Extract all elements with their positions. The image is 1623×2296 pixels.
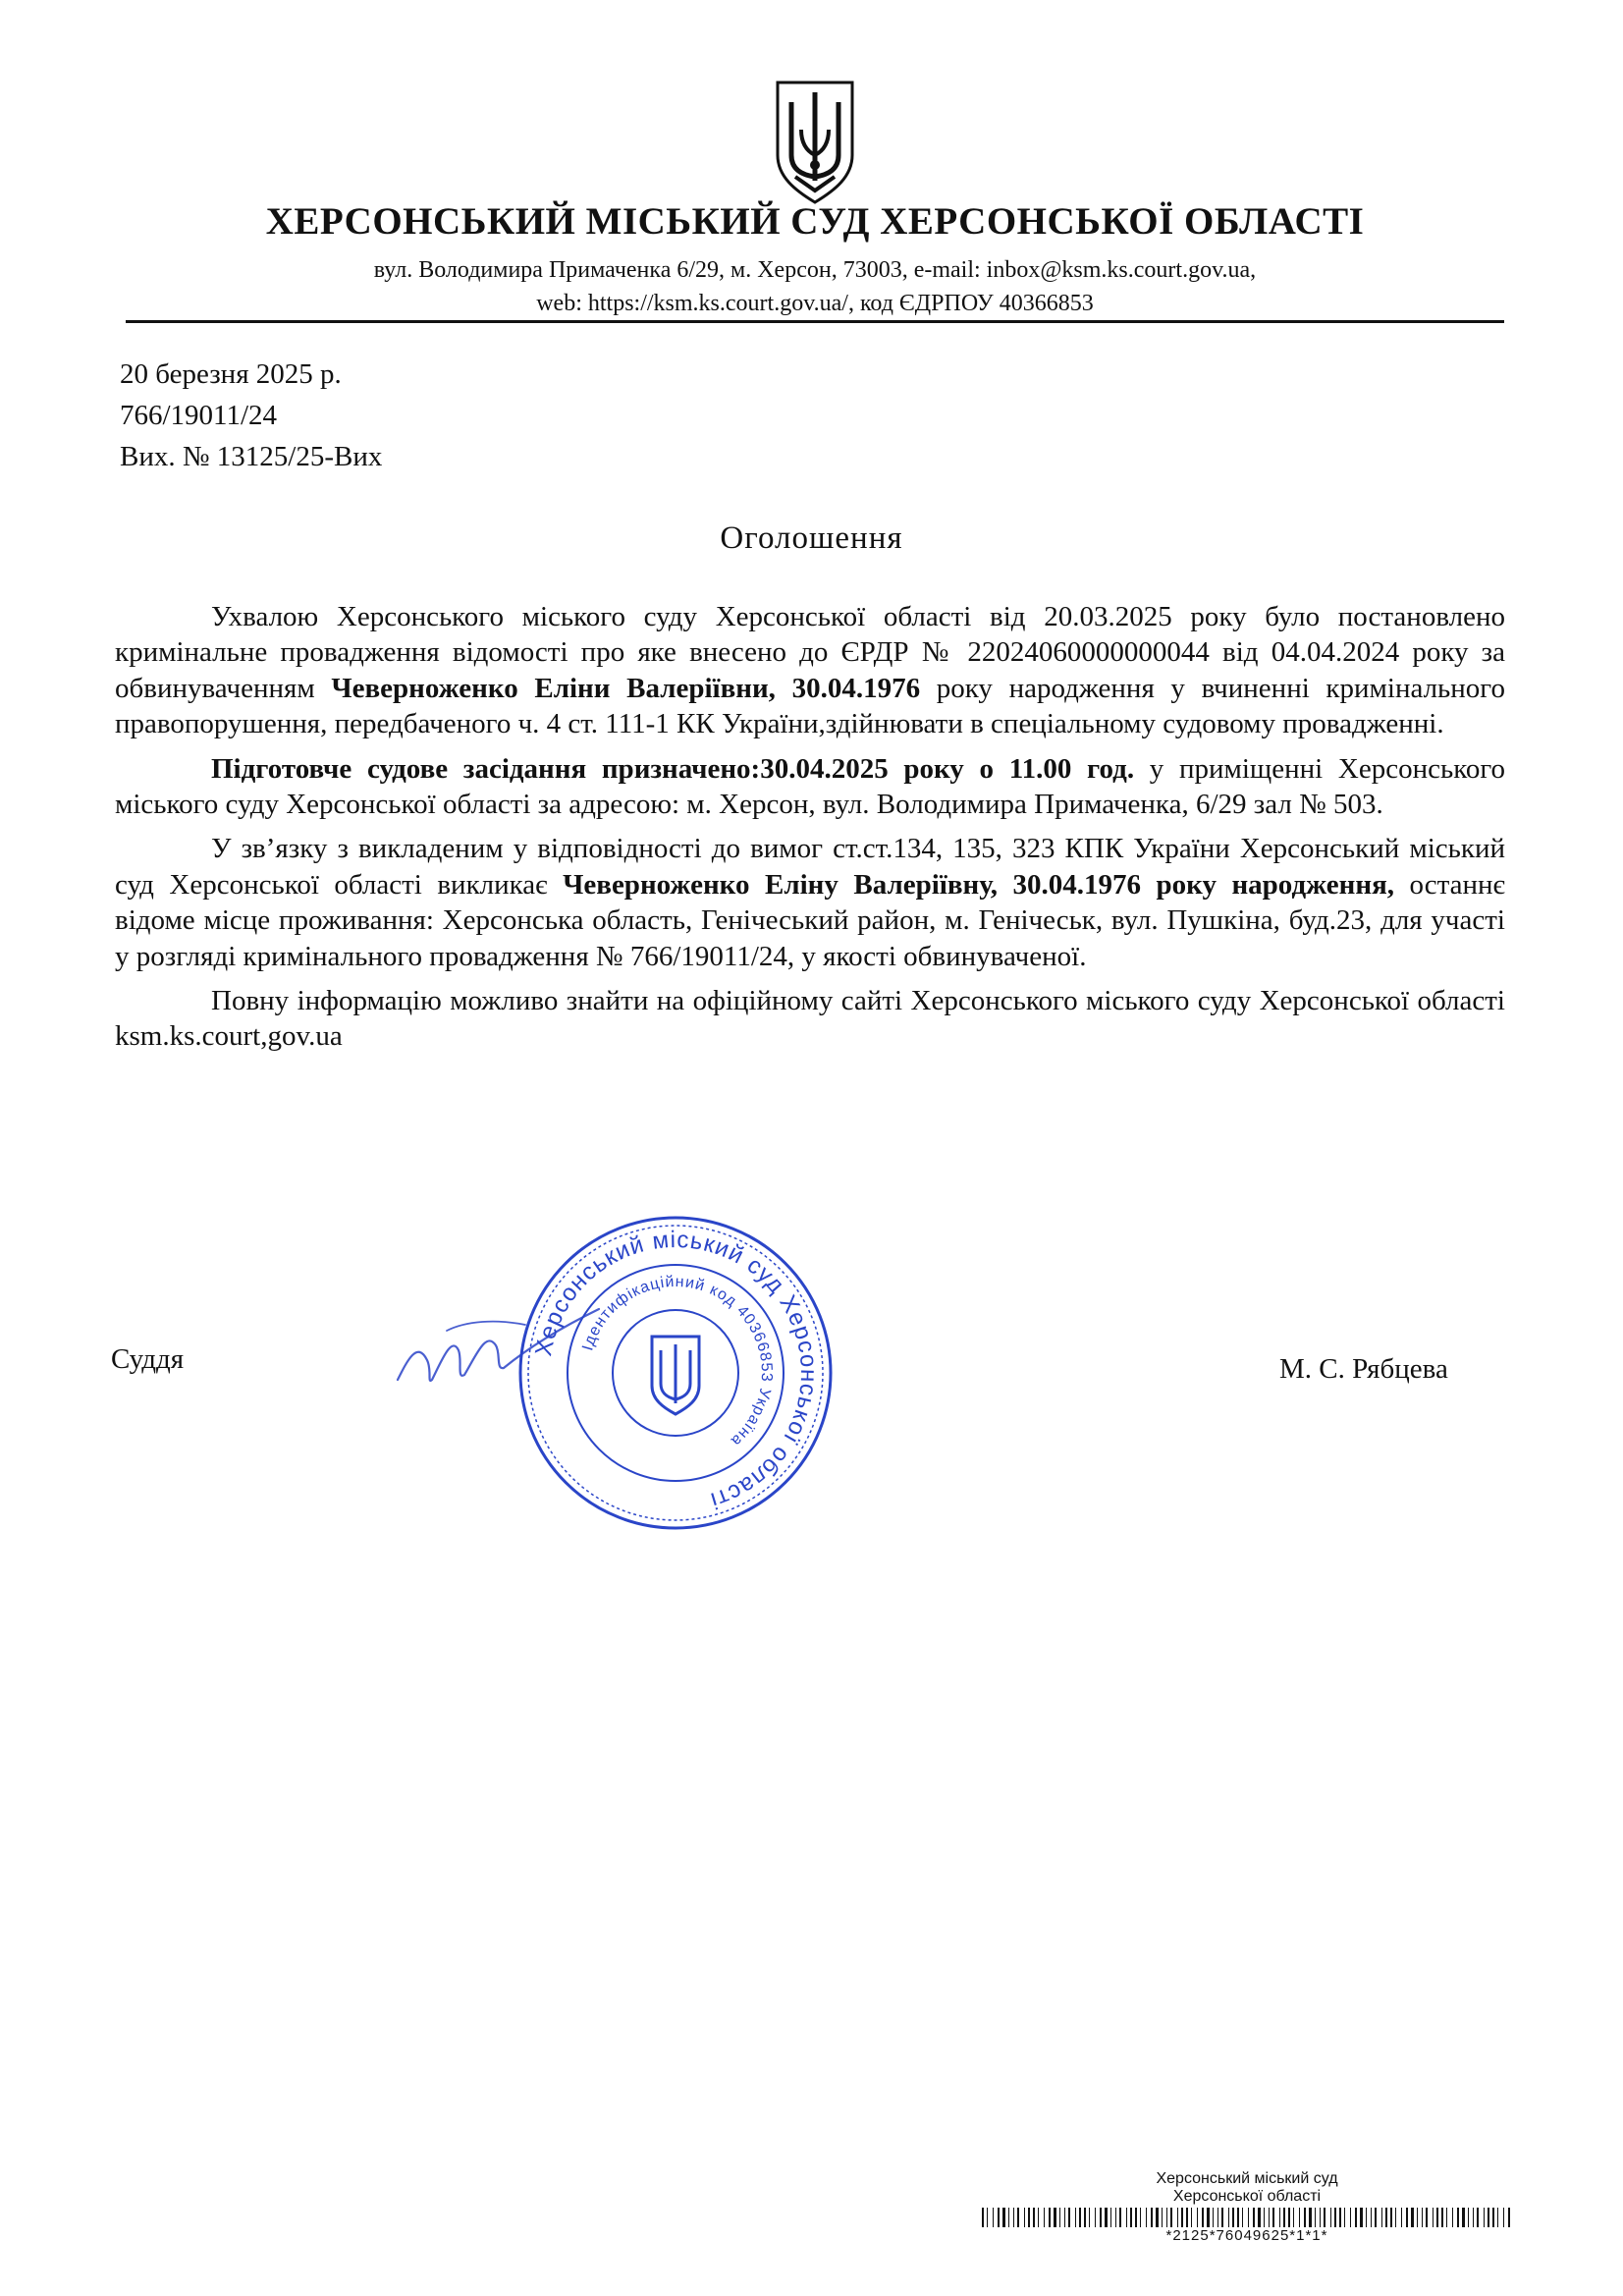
barcode-bar <box>1462 2208 1465 2227</box>
barcode-bar <box>1417 2208 1418 2227</box>
barcode-bar <box>1264 2208 1265 2227</box>
barcode-bar <box>1068 2208 1070 2227</box>
barcode-bar <box>1279 2208 1280 2227</box>
barcode-bar <box>1075 2208 1076 2227</box>
barcode-bar <box>1017 2208 1019 2227</box>
seal-trident-icon <box>652 1337 699 1414</box>
barcode-bar <box>1028 2208 1030 2227</box>
barcode-bar <box>1334 2208 1336 2227</box>
judge-role: Суддя <box>111 1343 185 1375</box>
barcode-bar <box>1146 2208 1147 2227</box>
barcode-bar <box>1309 2208 1312 2227</box>
barcode-bar <box>1366 2208 1367 2227</box>
barcode-bar <box>1064 2208 1065 2227</box>
barcode-bar <box>1283 2208 1285 2227</box>
paragraph-info: Повну інформацію можливо знайти на офіційному сайті Херсонського міського суду Херсонської області ksm.ks.court,gov.ua <box>115 985 1505 1053</box>
barcode-bar <box>1452 2208 1453 2227</box>
barcode-bar <box>1497 2208 1498 2227</box>
barcode-bar <box>1339 2208 1341 2227</box>
barcode-bar <box>1181 2208 1183 2227</box>
barcode-bar <box>1269 2208 1270 2227</box>
seal-outer-text: Херсонський міський суд Херсонської області <box>530 1226 823 1514</box>
barcode-bar <box>1156 2208 1159 2227</box>
barcode-bar <box>1248 2208 1249 2227</box>
barcode-bar <box>1126 2208 1127 2227</box>
barcode-bar <box>1381 2208 1382 2227</box>
barcode-bar <box>1355 2208 1357 2227</box>
barcode-bar <box>1024 2208 1025 2227</box>
barcode-bar <box>998 2208 1000 2227</box>
address-web-line: web: https://ksm.ks.court.gov.ua/, код ЄДРПОУ 40366853 <box>536 291 1094 316</box>
barcode-bar <box>1422 2208 1423 2227</box>
address-line: вул. Володимира Примаченка 6/29, м. Херсон, 73003, e-mail: inbox@ksm.ks.court.gov.ua, <box>373 257 1257 283</box>
barcode-bar <box>1105 2208 1108 2227</box>
barcode-bar <box>1170 2208 1172 2227</box>
barcode-bar <box>1457 2208 1459 2227</box>
barcode-bar <box>1079 2208 1081 2227</box>
barcode-bar <box>1162 2208 1163 2227</box>
barcode-bar <box>1350 2208 1351 2227</box>
barcode-bar <box>1119 2208 1121 2227</box>
barcode-bar <box>1191 2208 1192 2227</box>
barcode-bar <box>1330 2208 1331 2227</box>
barcode-bar <box>1258 2208 1261 2227</box>
court-address <box>137 253 1492 320</box>
barcode-bar <box>987 2208 988 2227</box>
barcode-bar <box>1237 2208 1239 2227</box>
barcode-bar <box>1446 2208 1447 2227</box>
document-footer <box>982 2170 1512 2245</box>
barcode-bar <box>1401 2208 1402 2227</box>
barcode-bar <box>1115 2208 1116 2227</box>
barcode-bar <box>1426 2208 1428 2227</box>
case-number: 766/19011/24 <box>120 400 278 431</box>
barcode-bar <box>1488 2208 1489 2227</box>
barcode-bar <box>1013 2208 1014 2227</box>
barcode-bar <box>1038 2208 1039 2227</box>
footer-court-line1: Херсонський міський суд <box>1156 2170 1338 2187</box>
court-seal-stamp <box>514 1211 838 1535</box>
barcode-bar <box>1054 2208 1056 2227</box>
barcode-bar <box>1059 2208 1060 2227</box>
barcode-bar <box>1166 2208 1167 2227</box>
seal-inner-text: Ідентифікаційний код 40366853 Україна <box>579 1273 776 1450</box>
barcode-bar <box>1095 2208 1096 2227</box>
barcode-bar <box>1217 2208 1218 2227</box>
barcode-bar <box>1324 2208 1325 2227</box>
court-name: ХЕРСОНСЬКИЙ МІСЬКИЙ СУД ХЕРСОНСЬКОЇ ОБЛАСТІ <box>265 200 1365 243</box>
document-title: Оголошення <box>720 520 903 556</box>
barcode-bar <box>1503 2208 1504 2227</box>
barcode-bar <box>1130 2208 1132 2227</box>
barcode-bar <box>1186 2208 1188 2227</box>
barcode-bar <box>1375 2208 1377 2227</box>
barcode-text: *2125*76049625*1*1* <box>1165 2227 1328 2244</box>
barcode-bar <box>1385 2208 1387 2227</box>
paragraph-summons: У зв’язку з викладеним у відповідності до вимог ст.ст.134, 135, 323 КПК України Херсонський міський суд Херсонської області викликає Чеверноженко Еліну Валеріївну, 30.04.1976 року народження, останнє відоме місце проживання: Херсонська область, Генічеський район, м. Генічеськ, вул. Пушкіна, буд.23, для участі у розгляді кримінального провадження № 766/19011/24, у якості обвинуваченої. <box>115 833 1505 972</box>
barcode-bar <box>1299 2208 1300 2227</box>
document-date: 20 березня 2025 р. <box>120 358 342 390</box>
trident-emblem-icon <box>772 79 858 206</box>
barcode-bar <box>1008 2208 1009 2227</box>
announcement-body <box>115 599 1505 1064</box>
outgoing-number: Вих. № 13125/25-Вих <box>120 441 383 472</box>
barcode-bar <box>1371 2208 1372 2227</box>
barcode-bar <box>1395 2208 1396 2227</box>
barcode-bar <box>1089 2208 1090 2227</box>
barcode-bar <box>1002 2208 1005 2227</box>
barcode-bar <box>1253 2208 1255 2227</box>
barcode-bar <box>1207 2208 1210 2227</box>
judge-name: М. С. Рябцева <box>1279 1353 1448 1385</box>
barcode-bar <box>1110 2208 1111 2227</box>
header-divider <box>126 320 1504 323</box>
barcode-bar <box>1411 2208 1414 2227</box>
barcode-bar <box>1492 2208 1494 2227</box>
paragraph-hearing: Підготовче судове засідання призначено:30.04.2025 року о 11.00 год. у приміщенні Херсонського міського суду Херсонської області за адресою: м. Херсон, вул. Володимира Примаченка, 6/29 зал № 503. <box>115 752 1505 821</box>
barcode-bar <box>1202 2208 1204 2227</box>
barcode-bar <box>1473 2208 1474 2227</box>
paragraph-ruling: Ухвалою Херсонського міського суду Херсонської області від 20.03.2025 року було постановлено кримінальне провадження відомості про яке внесено до ЄРДР № 22024060000000044 від 04.04.2024 року за обвинуваченням Чеверноженко Еліни Валеріївни, 30.04.1976 року народження у вчиненні кримінального правопорушення, передбаченого ч. 4 ст. 111-1 КК України,здійнювати в спеціальному судовому провадженні. <box>115 601 1505 740</box>
barcode-bar <box>1360 2208 1363 2227</box>
document-meta <box>120 354 382 477</box>
barcode-bar <box>1320 2208 1321 2227</box>
svg-text:Ідентифікаційний код 40366853 <box>579 1274 775 1449</box>
barcode-bar <box>1242 2208 1243 2227</box>
barcode-bar <box>1315 2208 1316 2227</box>
barcode-bar <box>1344 2208 1345 2227</box>
barcode <box>982 2208 1512 2227</box>
barcode-bar <box>1033 2208 1035 2227</box>
barcode-bar <box>1436 2208 1438 2227</box>
barcode-bar <box>1390 2208 1392 2227</box>
barcode-bar <box>1049 2208 1051 2227</box>
barcode-bar <box>1433 2208 1434 2227</box>
barcode-bar <box>1151 2208 1153 2227</box>
barcode-bar <box>1197 2208 1198 2227</box>
barcode-bar <box>1228 2208 1229 2227</box>
barcode-bar <box>1084 2208 1086 2227</box>
barcode-bar <box>982 2208 984 2227</box>
barcode-bar <box>1135 2208 1137 2227</box>
barcode-bar <box>1221 2208 1223 2227</box>
barcode-bar <box>1044 2208 1045 2227</box>
barcode-bar <box>1288 2208 1290 2227</box>
footer-court-line2: Херсонської області <box>1172 2188 1322 2205</box>
barcode-bar <box>1508 2208 1510 2227</box>
barcode-bar <box>1441 2208 1443 2227</box>
barcode-bar <box>1477 2208 1479 2227</box>
barcode-bar <box>1272 2208 1274 2227</box>
barcode-bar <box>1177 2208 1178 2227</box>
barcode-bar <box>1140 2208 1141 2227</box>
barcode-bar <box>1304 2208 1306 2227</box>
barcode-bar <box>1213 2208 1214 2227</box>
barcode-bar <box>993 2208 994 2227</box>
barcode-bar <box>1293 2208 1294 2227</box>
barcode-bar <box>1468 2208 1469 2227</box>
barcode-bar <box>1100 2208 1102 2227</box>
barcode-bar <box>1406 2208 1408 2227</box>
barcode-bar <box>1232 2208 1234 2227</box>
barcode-bar <box>1484 2208 1485 2227</box>
